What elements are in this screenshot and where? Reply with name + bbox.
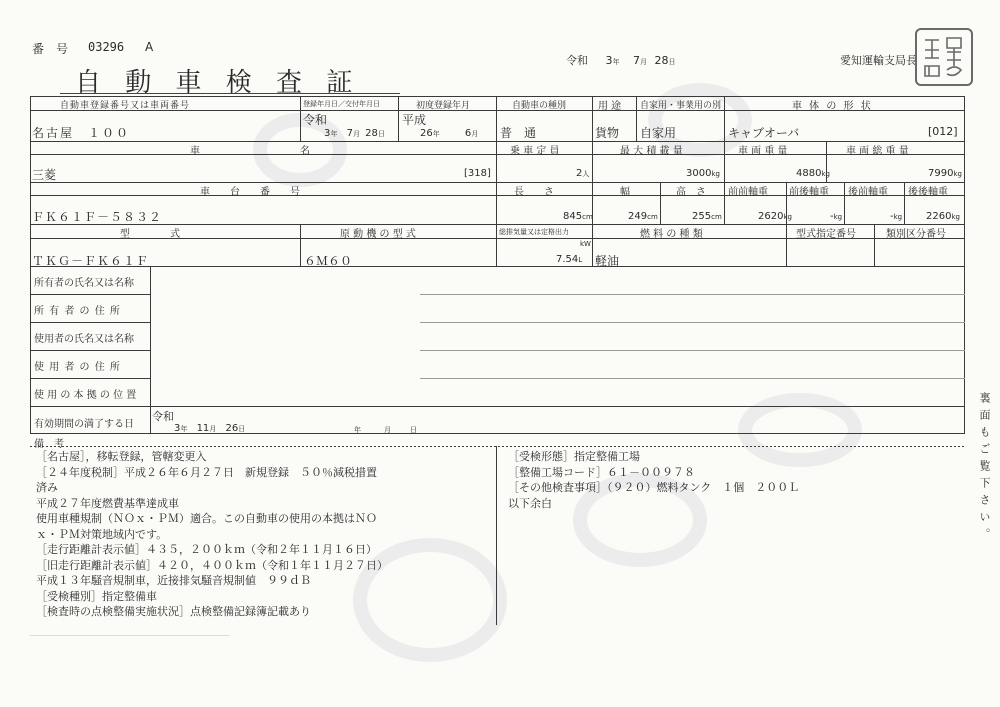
blank-year-unit: 年 [354,426,361,434]
vehicle-kind: 普 通 [500,126,537,140]
vehicle-weight [796,168,830,179]
max-load [686,168,720,179]
blank-day-unit: 日 [410,426,417,434]
reg-date [324,128,385,139]
label-length: 長 さ [514,187,554,198]
person-unit: 人 [582,170,590,178]
model: ＴＫＧ－ＦＫ６１Ｆ [32,254,150,268]
length-value: 845 [563,211,583,222]
remark-line: 平成１３年騒音規制車，近接排気騒音規制値 ９９ｄＢ [36,574,311,587]
issue-year: 3 [605,54,613,67]
capacity [576,168,589,179]
year-unit: 年 [330,130,338,138]
label-owner-address: 所 有 者 の 住 所 [34,306,121,317]
gross-weight-value: 7990 [928,168,954,179]
chassis-number: ＦＫ６１Ｆ－５８３２ [32,210,163,224]
rear-front-axle-value: - [890,211,894,222]
month-unit: 月 [471,130,479,138]
remark-line: ［その他検査事項］（９２０）燃料タンク １個 ２００Ｌ [508,481,800,494]
body-code: [012] [928,125,958,138]
remark-line: 使用車種規制（ＮＯｘ・ＰＭ）適合。この自動車の使用の本拠はＮＯ [36,512,377,525]
remark-line: 平成２７年度燃費基準達成車 [36,496,179,510]
number-value: 03296 [88,40,125,54]
label-reg-number: 自動車登録番号又は車両番号 [60,101,191,111]
kg-unit: kg [893,213,903,221]
cm-unit: cm [582,213,593,221]
reg-year: 3 [324,128,331,139]
label-vehicle-weight: 車 両 重 量 [738,146,788,157]
expiry-era: 令和 [152,410,174,423]
kg-unit: kg [951,213,960,221]
rear-front-axle [890,211,902,222]
number-suffix: A [145,40,154,54]
expiry-date [174,423,245,434]
first-reg-date [420,128,478,139]
label-category-number: 類別区分番号 [886,229,946,240]
label-vehicle-name: 車 名 [190,146,310,157]
expiry-month: 11 [196,423,210,434]
vehicle-use: 貨物 [595,126,620,140]
rear-rear-axle [926,211,960,222]
width-value: 249 [628,211,648,222]
label-use: 用 途 [598,101,622,112]
number-label: 番 号 [32,42,69,56]
front-front-axle-value: 2620 [758,211,784,222]
label-fuel-type: 燃 料 の 種 類 [640,229,703,240]
width [628,211,658,222]
engine-model: ６Ｍ６０ [304,254,353,268]
remark-line: ［名古屋］，移転登録，管轄変更入 [36,450,207,463]
issuer: 愛知運輸支局長 [840,54,917,67]
remark-line: 以下余白 [508,496,552,510]
body-shape: キャブオーバ [728,126,800,140]
year-unit: 年 [180,425,188,433]
kg-unit: kg [783,213,792,221]
seal-glyph-icon [917,30,971,84]
cm-unit: cm [711,213,722,221]
month-unit: 月 [209,425,217,433]
remarks-label: 備 考 [34,439,64,450]
day-unit: 日 [238,425,246,433]
kg-unit: kg [953,170,962,178]
remark-line: 済み [36,481,58,494]
issue-day: 28 [654,54,669,67]
first-reg-year: 26 [420,128,433,139]
label-type-designation: 型式指定番号 [796,229,856,240]
label-user-address: 使 用 者 の 住 所 [34,362,121,373]
label-private: 自家用・事業用の別 [640,101,722,111]
displacement [556,254,582,265]
liter-unit: L [578,256,583,264]
expiry-year: 3 [174,423,181,434]
private-commercial: 自家用 [640,126,677,140]
label-user-name: 使用者の氏名又は名称 [34,334,134,345]
official-seal [915,28,973,86]
kg-unit: kg [711,170,720,178]
height-value: 255 [692,211,712,222]
remark-line: ［走行距離計表示値］４３５，２００ｋｍ（令和２年１１月１６日） [36,543,377,556]
label-front-front-axle: 前前軸重 [728,187,768,198]
kg-unit: kg [821,170,830,178]
month-unit: 月 [352,130,360,138]
label-engine-model: 原 動 機 の 型 式 [340,229,416,240]
day-unit: 日 [377,130,385,138]
length [563,211,593,222]
label-kind: 自動車の種別 [512,101,567,111]
label-expiry: 有効期間の満了する日 [34,419,134,430]
remark-line: ［検査時の点検整備実施状況］点検整備記録簿記載あり [36,605,311,618]
remark-line: ｘ・ＰＭ対策地域内です。 [36,527,168,541]
label-displacement: 総排気量又は定格出力 [499,228,569,236]
label-model: 型 式 [120,229,180,240]
back-side-note: 裏面もご覧下さい。 [978,392,991,545]
year-unit: 年 [432,130,440,138]
reg-day: 28 [365,128,378,139]
fuel-type: 軽油 [595,254,620,268]
label-reg-date: 登録年月日／交付年月日 [303,100,380,108]
height [692,211,722,222]
label-rear-rear-axle: 後後軸重 [908,187,948,198]
front-rear-axle [830,211,842,222]
first-reg-era: 平成 [402,113,427,127]
blank-month-unit: 月 [384,426,391,434]
gross-weight [928,168,962,179]
label-capacity: 乗 車 定 員 [510,146,560,157]
remark-line: ［受検形態］指定整備工場 [508,450,640,463]
label-max-load: 最 大 積 載 量 [620,146,683,157]
label-owner-name: 所有者の氏名又は名称 [34,278,134,289]
first-reg-month: 6 [464,128,472,139]
kg-unit: kg [833,213,843,221]
remarks-left [36,449,388,620]
label-base-location: 使 用 の 本 拠 の 位 置 [34,390,137,401]
reg-number: 名古屋 １００ [32,126,131,140]
document-title: 自 動 車 検 査 証 [75,68,361,98]
reg-month: 7 [346,128,353,139]
expiry-day: 26 [225,423,239,434]
remark-line: ［受検種別］指定整備車 [36,589,157,603]
displacement-value: 7.54 [556,254,579,265]
label-chassis: 車 台 番 号 [200,187,300,198]
remark-line: ［整備工場コード］６１－００９７８ [508,465,695,479]
year-unit: 年 [612,58,620,66]
issue-month: 7 [633,54,640,67]
remarks-right [508,449,799,511]
label-width: 幅 [620,187,630,198]
kw-unit: kW [580,240,591,248]
vehicle-weight-value: 4880 [796,168,822,179]
remark-line: ［２４年度税制］平成２６年６月２７日 新規登録 ５０％減税措置 [36,465,377,479]
remark-line: ［旧走行距離計表示値］４２０，４００ｋｍ（令和１年１１月２７日） [36,558,388,572]
label-body-shape: 車 体 の 形 状 [792,101,873,112]
label-gross-weight: 車 両 総 重 量 [846,146,909,157]
label-front-rear-axle: 前後軸重 [789,187,829,198]
front-rear-axle-value: - [830,211,834,222]
reg-era: 令和 [303,113,328,127]
day-unit: 日 [668,58,676,66]
label-first-reg: 初度登録年月 [416,101,471,111]
label-rear-front-axle: 後前軸重 [848,187,888,198]
issue-date [566,52,676,68]
rear-rear-axle-value: 2260 [926,211,952,222]
month-unit: 月 [640,58,647,66]
capacity-value: 2 [576,168,583,179]
max-load-value: 3000 [686,168,712,179]
label-height: 高 さ [676,187,706,198]
cm-unit: cm [647,213,658,221]
issue-era: 令和 [566,54,588,67]
front-front-axle [758,211,792,222]
vehicle-name: 三菱 [32,168,57,182]
vehicle-name-code: [318] [464,168,491,179]
